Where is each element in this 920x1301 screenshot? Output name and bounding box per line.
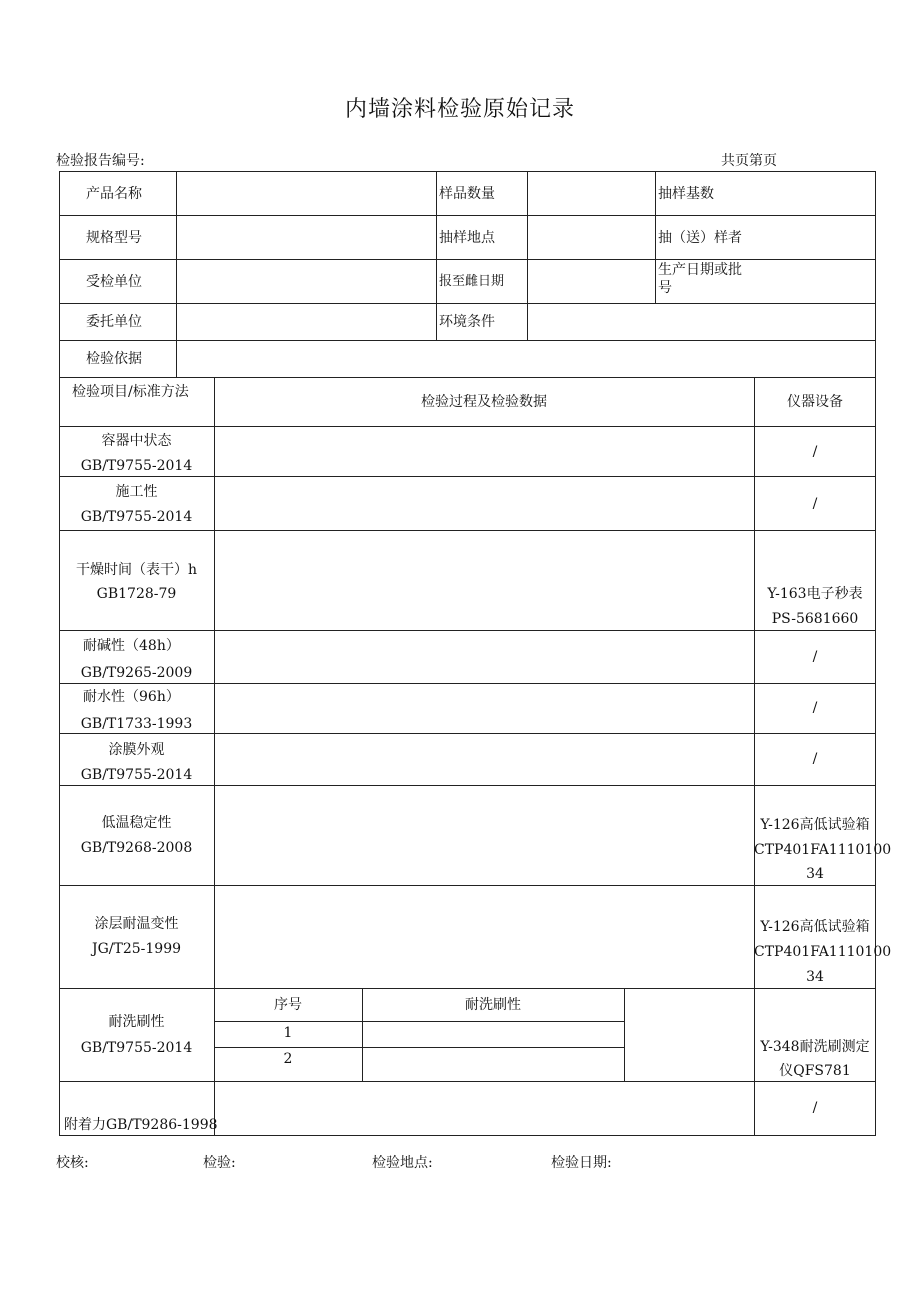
item-equipment-id-cont: 34: [806, 969, 824, 985]
product-name-label: 产品名称: [86, 186, 142, 202]
item-name: 耐碱性（48h）: [83, 638, 180, 654]
item-name: 涂膜外观: [108, 742, 165, 758]
inspection-date-label: 检验日期:: [551, 1155, 612, 1171]
item-equipment: Y-126高低试验箱: [760, 817, 870, 833]
item-name: 低温稳定性: [101, 815, 172, 831]
item-name: 容器中状态: [101, 433, 172, 449]
scrub-resistance-header: 耐洗刷性: [465, 997, 521, 1013]
sampling-base-label: 抽样基数: [658, 186, 714, 202]
col-divider: [527, 171, 528, 340]
sequence-number: 2: [283, 1051, 293, 1067]
report-date-label: 报至雌日期: [439, 274, 505, 289]
item-equipment-id: CTP401FA1110100: [754, 944, 892, 960]
process-data-header: 检验过程及检验数据: [421, 394, 547, 410]
item-name: 耐水性（96h）: [83, 689, 180, 705]
item-equipment: Y-348耐洗刷测定: [760, 1039, 870, 1055]
sampler-label: 抽（送）样者: [658, 230, 742, 246]
row-divider: [214, 1021, 624, 1022]
item-equipment: Y-163电子秒表: [767, 586, 863, 602]
row-divider: [59, 340, 876, 341]
production-date-label-cont: 号: [658, 280, 672, 296]
entrust-unit-label: 委托单位: [86, 314, 142, 330]
item-equipment-id: 仪QFS781: [779, 1063, 851, 1079]
item-name: 施工性: [115, 484, 158, 500]
item-equipment: /: [812, 751, 818, 767]
item-equipment: /: [812, 649, 818, 665]
col-divider: [176, 171, 177, 377]
row-divider: [59, 259, 876, 260]
col-divider: [436, 171, 437, 340]
item-standard: GB/T9265-2009: [80, 665, 193, 681]
inspector-label: 检验:: [203, 1155, 236, 1171]
item-standard: GB/T9755-2014: [80, 767, 193, 783]
row-divider: [214, 1047, 624, 1048]
sequence-number: 1: [283, 1025, 293, 1041]
item-equipment: /: [812, 700, 818, 716]
item-name: 涂层耐温变性: [94, 916, 179, 932]
item-equipment: Y-126高低试验箱: [760, 919, 870, 935]
item-equipment: /: [812, 444, 818, 460]
item-equipment: /: [812, 1100, 818, 1116]
item-standard: GB/T1733-1993: [80, 716, 193, 732]
item-standard: GB/T9755-2014: [80, 458, 193, 474]
row-divider: [59, 215, 876, 216]
item-equipment-id: CTP401FA1110100: [754, 842, 892, 858]
inspection-basis-label: 检验依据: [86, 351, 142, 367]
sample-quantity-label: 样品数量: [439, 186, 495, 202]
item-standard: JG/T25-1999: [91, 941, 182, 957]
spec-model-label: 规格型号: [86, 230, 142, 246]
item-equipment-id: PS-5681660: [771, 611, 859, 627]
inspection-location-label: 检验地点:: [372, 1155, 433, 1171]
equipment-header: 仪器设备: [787, 394, 843, 410]
item-name: 附着力GB/T9286-1998: [64, 1117, 218, 1133]
row-divider: [59, 303, 876, 304]
col-divider: [624, 988, 625, 1081]
item-standard: GB/T9755-2014: [80, 509, 193, 525]
item-equipment: /: [812, 496, 818, 512]
report-number-label: 检验报告编号:: [56, 153, 145, 169]
review-label: 校核:: [56, 1155, 89, 1171]
item-standard: GB/T9268-2008: [80, 840, 193, 856]
page-count-label: 共页第页: [721, 153, 777, 169]
item-equipment-id-cont: 34: [806, 866, 824, 882]
item-standard: GB1728-79: [96, 586, 177, 602]
environment-condition-label: 环境条件: [439, 314, 495, 330]
item-method-header: 检验项目/标准方法: [72, 384, 189, 400]
sequence-header: 序号: [274, 997, 302, 1013]
page-title: 内墙涂料检验原始记录: [344, 97, 575, 122]
col-divider: [214, 377, 215, 1136]
item-name: 干燥时间（表干）h: [75, 562, 198, 578]
item-name: 耐洗刷性: [108, 1014, 165, 1030]
inspected-unit-label: 受检单位: [86, 274, 142, 290]
production-date-label: 生产日期或批: [658, 262, 742, 278]
sampling-place-label: 抽样地点: [439, 230, 495, 246]
col-divider: [655, 171, 656, 303]
item-standard: GB/T9755-2014: [80, 1040, 193, 1056]
